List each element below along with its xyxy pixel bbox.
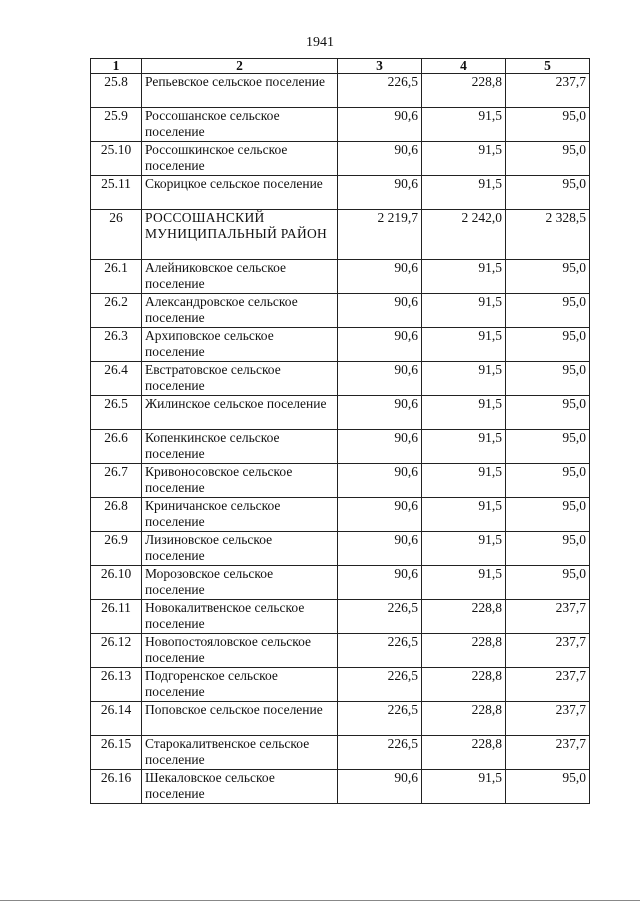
table-row — [91, 142, 590, 176]
row-number-cell: 26.8 — [91, 498, 142, 532]
column-header-1: 1 — [91, 59, 142, 74]
row-number-cell: 26.2 — [91, 294, 142, 328]
row-number-cell: 26.3 — [91, 328, 142, 362]
value-col5-cell: 237,7 — [506, 702, 590, 736]
value-col4-cell: 91,5 — [422, 362, 506, 396]
value-col4-cell: 91,5 — [422, 532, 506, 566]
value-col4-cell: 91,5 — [422, 770, 506, 804]
settlement-name-cell: Новокалитвенское сельское поселение — [142, 600, 338, 634]
value-col3-cell: 90,6 — [338, 396, 422, 430]
row-number-cell: 26.12 — [91, 634, 142, 668]
row-number-cell: 26.10 — [91, 566, 142, 600]
settlement-name-cell: Александровское сельское поселение — [142, 294, 338, 328]
value-col4-cell: 91,5 — [422, 176, 506, 210]
value-col3-cell: 90,6 — [338, 294, 422, 328]
row-number-cell: 26.9 — [91, 532, 142, 566]
value-col4-cell: 91,5 — [422, 566, 506, 600]
row-number-cell: 25.8 — [91, 74, 142, 108]
value-col4-cell: 228,8 — [422, 634, 506, 668]
value-col5-cell: 95,0 — [506, 362, 590, 396]
value-col5-cell: 237,7 — [506, 668, 590, 702]
value-col4-cell: 91,5 — [422, 328, 506, 362]
value-col3-cell: 90,6 — [338, 498, 422, 532]
row-number-cell: 25.9 — [91, 108, 142, 142]
row-number-cell: 25.11 — [91, 176, 142, 210]
table-row — [91, 566, 590, 600]
settlement-name-cell: Старокалитвенское сельское поселение — [142, 736, 338, 770]
row-number-cell: 26.16 — [91, 770, 142, 804]
row-number-cell: 25.10 — [91, 142, 142, 176]
value-col4-cell: 228,8 — [422, 74, 506, 108]
value-col4-cell: 228,8 — [422, 702, 506, 736]
table-row — [91, 328, 590, 362]
settlement-name-cell: Евстратовское сельское поселение — [142, 362, 338, 396]
value-col3-cell: 90,6 — [338, 142, 422, 176]
value-col5-cell: 95,0 — [506, 176, 590, 210]
value-col3-cell: 226,5 — [338, 736, 422, 770]
table-row — [91, 736, 590, 770]
value-col3-cell: 90,6 — [338, 328, 422, 362]
row-number-cell: 26 — [91, 210, 142, 260]
row-number-cell: 26.4 — [91, 362, 142, 396]
table-row — [91, 464, 590, 498]
value-col5-cell: 95,0 — [506, 328, 590, 362]
row-number-cell: 26.7 — [91, 464, 142, 498]
page-number: 1941 — [306, 35, 334, 50]
settlement-name-cell: Морозовское сельское поселение — [142, 566, 338, 600]
value-col3-cell: 226,5 — [338, 634, 422, 668]
settlement-name-cell: Криничанское сельское поселение — [142, 498, 338, 532]
settlement-name-cell: Скорицкое сельское поселение — [142, 176, 338, 210]
table-row — [91, 108, 590, 142]
value-col4-cell: 91,5 — [422, 464, 506, 498]
value-col3-cell: 226,5 — [338, 702, 422, 736]
value-col5-cell: 95,0 — [506, 260, 590, 294]
value-col3-cell: 90,6 — [338, 362, 422, 396]
table-row — [91, 210, 590, 260]
settlement-name-cell: Репьевское сельское поселение — [142, 74, 338, 108]
column-header-3: 3 — [338, 59, 422, 74]
value-col3-cell: 90,6 — [338, 770, 422, 804]
settlement-name-cell: Копенкинское сельское поселение — [142, 430, 338, 464]
value-col5-cell: 95,0 — [506, 566, 590, 600]
settlement-name-cell: Подгоренское сельское поселение — [142, 668, 338, 702]
table-row — [91, 600, 590, 634]
value-col4-cell: 91,5 — [422, 108, 506, 142]
column-header-2: 2 — [142, 59, 338, 74]
settlement-name-cell: Поповское сельское поселение — [142, 702, 338, 736]
value-col4-cell: 91,5 — [422, 294, 506, 328]
table-row — [91, 532, 590, 566]
value-col5-cell: 2 328,5 — [506, 210, 590, 260]
value-col5-cell: 95,0 — [506, 430, 590, 464]
value-col5-cell: 237,7 — [506, 600, 590, 634]
page-bottom-rule — [0, 900, 640, 901]
settlement-name-cell: Новопостояловское сельское поселение — [142, 634, 338, 668]
row-number-cell: 26.15 — [91, 736, 142, 770]
value-col4-cell: 91,5 — [422, 260, 506, 294]
row-number-cell: 26.6 — [91, 430, 142, 464]
table-row — [91, 702, 590, 736]
value-col5-cell: 95,0 — [506, 498, 590, 532]
settlement-name-cell: Лизиновское сельское поселение — [142, 532, 338, 566]
value-col5-cell: 237,7 — [506, 74, 590, 108]
settlement-name-cell: Шекаловское сельское поселение — [142, 770, 338, 804]
value-col5-cell: 95,0 — [506, 532, 590, 566]
value-col3-cell: 226,5 — [338, 74, 422, 108]
value-col3-cell: 90,6 — [338, 108, 422, 142]
value-col3-cell: 2 219,7 — [338, 210, 422, 260]
column-header-4: 4 — [422, 59, 506, 74]
table-row — [91, 498, 590, 532]
value-col3-cell: 90,6 — [338, 176, 422, 210]
value-col5-cell: 95,0 — [506, 770, 590, 804]
row-number-cell: 26.11 — [91, 600, 142, 634]
row-number-cell: 26.14 — [91, 702, 142, 736]
row-number-cell: 26.13 — [91, 668, 142, 702]
table-row — [91, 396, 590, 430]
table-row — [91, 770, 590, 804]
budget-table — [90, 58, 590, 804]
table-row — [91, 634, 590, 668]
table-row — [91, 668, 590, 702]
table-row — [91, 74, 590, 108]
value-col4-cell: 2 242,0 — [422, 210, 506, 260]
row-number-cell: 26.5 — [91, 396, 142, 430]
value-col5-cell: 95,0 — [506, 108, 590, 142]
table-row — [91, 294, 590, 328]
settlement-name-cell: Алейниковское сельское поселение — [142, 260, 338, 294]
settlement-name-cell: Архиповское сельское поселение — [142, 328, 338, 362]
value-col4-cell: 91,5 — [422, 498, 506, 532]
value-col4-cell: 228,8 — [422, 600, 506, 634]
value-col4-cell: 228,8 — [422, 668, 506, 702]
table-row — [91, 362, 590, 396]
value-col3-cell: 90,6 — [338, 566, 422, 600]
settlement-name-cell: РОССОШАНСКИЙ МУНИЦИПАЛЬНЫЙ РАЙОН — [142, 210, 338, 260]
settlement-name-cell: Россошанское сельское поселение — [142, 108, 338, 142]
settlement-name-cell: Россошкинское сельское поселение — [142, 142, 338, 176]
table-row — [91, 176, 590, 210]
settlement-name-cell: Жилинское сельское поселение — [142, 396, 338, 430]
value-col5-cell: 95,0 — [506, 142, 590, 176]
value-col4-cell: 91,5 — [422, 396, 506, 430]
value-col3-cell: 90,6 — [338, 260, 422, 294]
value-col5-cell: 237,7 — [506, 736, 590, 770]
row-number-cell: 26.1 — [91, 260, 142, 294]
value-col5-cell: 95,0 — [506, 294, 590, 328]
table-row — [91, 260, 590, 294]
table-row — [91, 430, 590, 464]
column-header-5: 5 — [506, 59, 590, 74]
value-col4-cell: 228,8 — [422, 736, 506, 770]
value-col3-cell: 90,6 — [338, 430, 422, 464]
value-col3-cell: 90,6 — [338, 464, 422, 498]
table-header-row — [91, 59, 590, 74]
value-col3-cell: 226,5 — [338, 600, 422, 634]
value-col4-cell: 91,5 — [422, 142, 506, 176]
value-col5-cell: 237,7 — [506, 634, 590, 668]
value-col4-cell: 91,5 — [422, 430, 506, 464]
value-col3-cell: 90,6 — [338, 532, 422, 566]
settlement-name-cell: Кривоносовское сельское поселение — [142, 464, 338, 498]
value-col3-cell: 226,5 — [338, 668, 422, 702]
table-body — [91, 74, 590, 804]
value-col5-cell: 95,0 — [506, 464, 590, 498]
value-col5-cell: 95,0 — [506, 396, 590, 430]
